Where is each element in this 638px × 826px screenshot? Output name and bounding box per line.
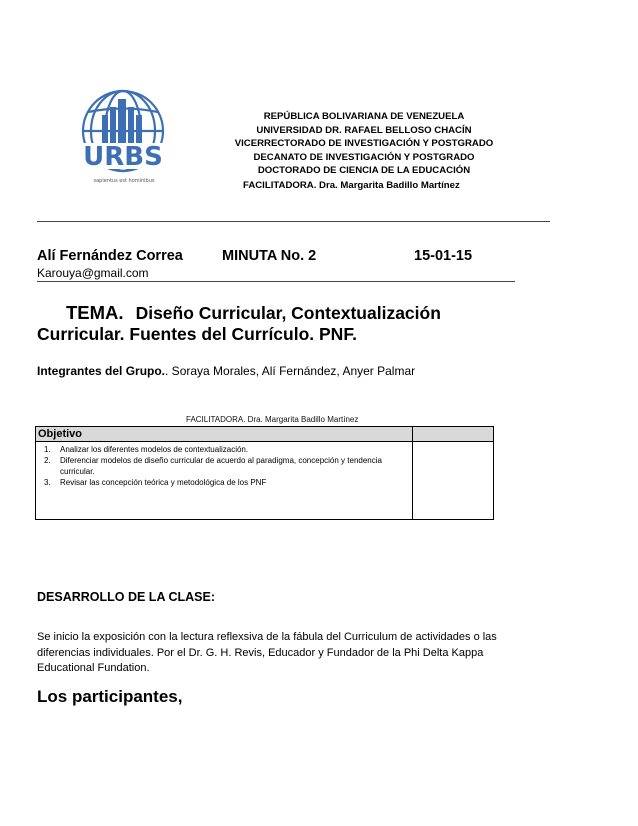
group-label: Integrantes del Grupo. bbox=[37, 364, 166, 378]
participants-heading: Los participantes, bbox=[37, 687, 183, 706]
author-email: Karouya@gmail.com bbox=[37, 266, 149, 280]
minuta-number: MINUTA No. 2 bbox=[222, 248, 317, 264]
section-title: DESARROLLO DE LA CLASE: bbox=[37, 590, 216, 604]
objectives-empty-cell bbox=[413, 442, 494, 520]
header-line: UNIVERSIDAD DR. RAFAEL BELLOSO CHACÍN bbox=[256, 124, 472, 136]
objectives-list bbox=[36, 444, 412, 488]
university-logo bbox=[60, 85, 186, 193]
facilitator-note: FACILITADORA. Dra. Margarita Badillo Martínez bbox=[186, 415, 359, 424]
objectives-header-empty bbox=[413, 427, 494, 442]
group-members bbox=[37, 364, 415, 378]
objectives-header-label: Objetivo bbox=[38, 428, 83, 440]
header-line: DOCTORADO DE CIENCIA DE LA EDUCACIÓN bbox=[257, 165, 471, 177]
topic-heading bbox=[37, 302, 507, 345]
facilitator-header: FACILITADORA. Dra. Margarita Badillo Martínez bbox=[243, 180, 460, 191]
header-line: DECANATO DE INVESTIGACIÓN Y POSTGRADO bbox=[253, 151, 475, 163]
header-line: VICERRECTORADO DE INVESTIGACIÓN Y POSTGRADO bbox=[234, 138, 494, 150]
institution-header bbox=[204, 110, 524, 178]
class-paragraph: Se inicio la exposición con la lectura reflexsiva de la fábula del Curriculum de actividades o las diferencias individuales. Por el Dr. G. H. Revis, Educador y Fundador de la Phi Delta Kappa Educational Fundation. bbox=[37, 631, 497, 674]
objectives-header-row bbox=[36, 427, 494, 442]
topic-text: Diseño Curricular, Contextualización Curricular. Fuentes del Currículo. PNF. bbox=[37, 303, 441, 344]
objectives-table bbox=[35, 426, 494, 520]
header-line: REPÚBLICA BOLIVARIANA DE VENEZUELA bbox=[263, 111, 465, 122]
objective-item: 1. Analizar los diferentes modelos de contextualización. bbox=[44, 445, 249, 454]
objectives-header-cell bbox=[36, 427, 413, 442]
meta-divider bbox=[37, 281, 515, 282]
objectives-list-cell bbox=[36, 442, 413, 520]
document-date: 15-01-15 bbox=[414, 248, 473, 264]
topic-label: TEMA. bbox=[66, 302, 124, 323]
svg-text:URBS: URBS bbox=[83, 142, 163, 172]
objectives-body-row bbox=[36, 442, 494, 520]
author-name: Alí Fernández Correa bbox=[37, 248, 183, 264]
group-names: . Soraya Morales, Alí Fernández, Anyer Palmar bbox=[165, 364, 416, 378]
logo-motto: sapientus est hominibus bbox=[93, 178, 155, 184]
header-divider bbox=[37, 221, 550, 222]
globe-icon bbox=[60, 85, 186, 181]
objective-item: 2. Diferenciar modelos de diseño curricular de acuerdo al paradigma, concepción y tendencia curricular. bbox=[44, 456, 382, 476]
objective-item: 3. Revisar las concepción teórica y metodológica de los PNF bbox=[44, 478, 267, 487]
